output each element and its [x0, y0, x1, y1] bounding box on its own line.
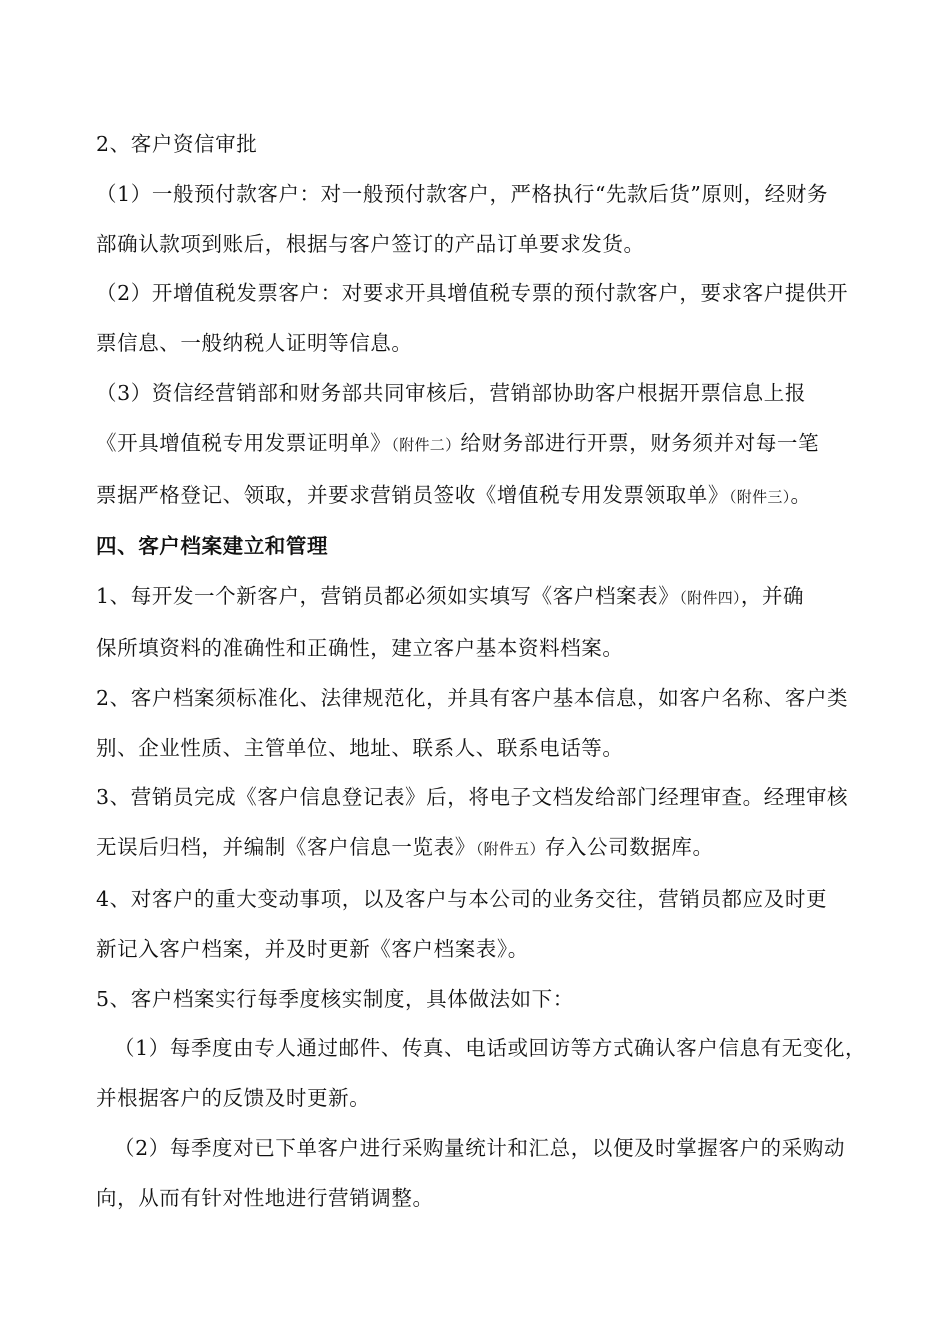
item-3-line-1: 3、营销员完成《客户信息登记表》后，将电子文档发给部门经理审查。经理审核 [96, 785, 849, 810]
section-2-title-text: 2、客户资信审批 [96, 132, 258, 156]
item-5-sub-1-line-2: 并根据客户的反馈及时更新。 [96, 1086, 371, 1111]
paragraph-credit-review [96, 369, 886, 522]
paragraph-item-4 [96, 875, 886, 975]
item-2-line-2: 别、企业性质、主管单位、地址、联系人、联系电话等。 [96, 735, 624, 760]
item-3-line-2a: 无误后归档，并编制《客户信息一览表》 [96, 835, 476, 860]
section-2-title [96, 120, 886, 170]
paragraph-credit-line-1: （3）资信经营销部和财务部共同审核后，营销部协助客户根据开票信息上报 [96, 380, 806, 405]
paragraph-vat-invoice [96, 269, 886, 369]
paragraph-item-3 [96, 773, 886, 875]
item-5-sub-1-line-1: （1）每季度由专人通过邮件、传真、电话或回访等方式确认客户信息有无变化， [114, 1036, 867, 1061]
section-4-heading: 四、客户档案建立和管理 [96, 534, 329, 559]
paragraph-prepay-line-1: （1）一般预付款客户：对一般预付款客户，严格执行“先款后货”原则，经财务 [96, 181, 829, 206]
item-5-sub-2-line-1: （2）每季度对已下单客户进行采购量统计和汇总，以便及时掌握客户的采购动 [114, 1135, 846, 1160]
item-3-line-2b: 存入公司数据库。 [544, 835, 714, 860]
item-1-line-1a: 1、每开发一个新客户，营销员都必须如实填写《客户档案表》 [96, 584, 680, 609]
item-5-sub-2-line-2: 向，从而有针对性地进行营销调整。 [96, 1185, 434, 1210]
item-1-line-2: 保所填资料的准确性和正确性，建立客户基本资料档案。 [96, 635, 624, 660]
paragraph-item-1 [96, 572, 886, 674]
paragraph-credit-line-2b: 给财务部进行开票，财务须并对每一笔 [460, 430, 820, 455]
item-5-line-1: 5、客户档案实行每季度核实制度，具体做法如下： [96, 986, 574, 1011]
paragraph-item-5 [96, 975, 886, 1025]
item-2-line-1: 2、客户档案须标准化、法律规范化，并具有客户基本信息，如客户名称、客户类 [96, 685, 849, 710]
paragraph-credit-line-3b: 。 [790, 482, 812, 507]
paragraph-prepay [96, 170, 886, 270]
paragraph-credit-line-3a: 票据严格登记、领取，并要求营销员签收《增值税专用发票领取单》 [96, 482, 729, 507]
paragraph-credit-line-2a: 《开具增值税专用发票证明单》 [96, 430, 392, 455]
paragraph-item-2 [96, 674, 886, 774]
paragraph-prepay-line-2: 部确认款项到账后，根据与客户签订的产品订单要求发货。 [96, 231, 645, 256]
paragraph-vat-line-2: 票信息、一般纳税人证明等信息。 [96, 331, 413, 356]
attachment-4-ref: （附件四） [679, 589, 741, 608]
paragraph-item-5-sub-2 [96, 1124, 886, 1224]
item-4-line-1: 4、对客户的重大变动事项，以及客户与本公司的业务交往，营销员都应及时更 [96, 886, 828, 911]
paragraph-item-5-sub-1 [96, 1024, 886, 1124]
document-body [96, 120, 886, 1224]
paragraph-vat-line-1: （2）开增值税发票客户：对要求开具增值税专票的预付款客户，要求客户提供开 [96, 281, 849, 306]
item-4-line-2: 新记入客户档案，并及时更新《客户档案表》。 [96, 936, 529, 961]
attachment-3-ref: （附件三） [729, 487, 791, 506]
item-1-line-1b: ，并确 [740, 584, 805, 609]
attachment-2-ref: （附件二） [391, 435, 461, 454]
attachment-5-ref: （附件五） [475, 840, 545, 859]
